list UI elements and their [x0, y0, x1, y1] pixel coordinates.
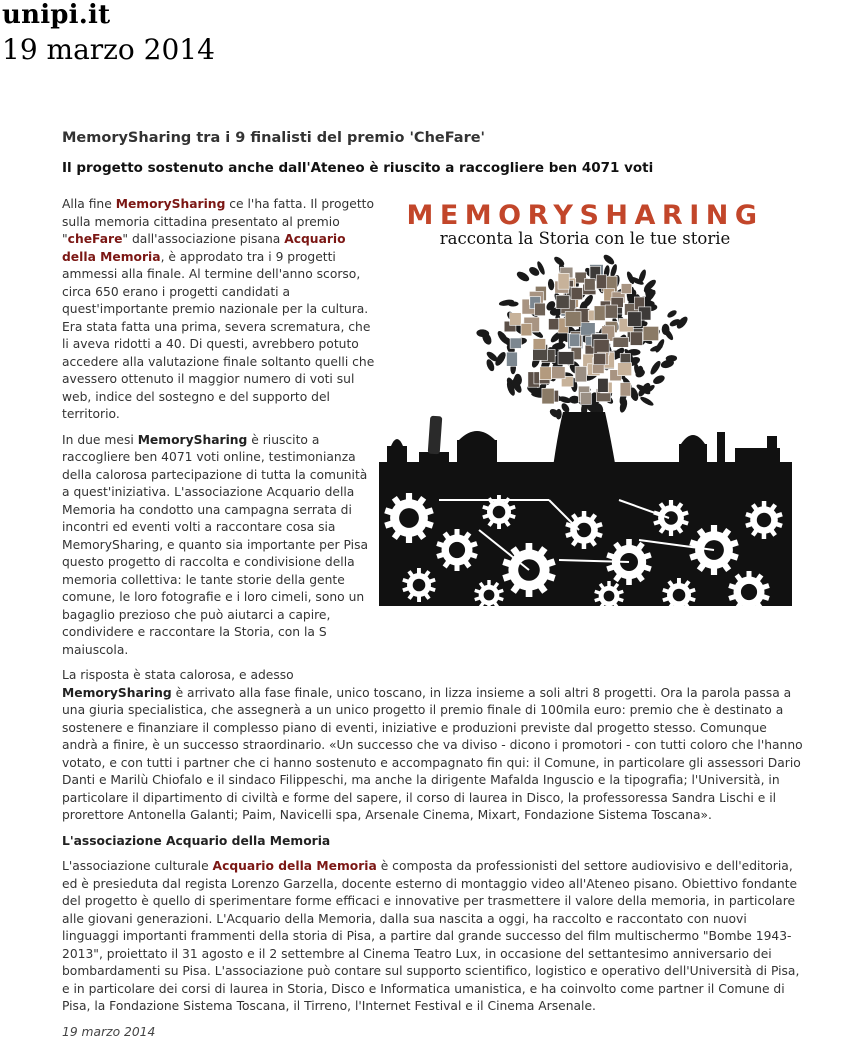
text-span: è composta da professionisti del settore audiovisivo e dell'editoria, ed è presieduta dal regista Lorenzo Garzella, docente esterno di montaggio video all'Ateneo pisano. Obiettivo fondante del progetto è quello di sperimentare forme efficaci e innovative per trasmettere il valore della memoria, in particolare alle giovani generazioni. L'Acquario della Memoria, dalla sua nascita a oggi, ha raccolto e raccontato con nuovi linguaggi importanti frammenti della storia di Pisa, a partire dal grande successo del film multischermo "Bombe 1943-2013", proiettato il 31 agosto e il 2 settembre al Cinema Teatro Lux, in occasione del settantesimo anniversario dei bombardamenti su Pisa. L'associazione può contare sul supporto scientifico, logistico e operativo dell'Università di Pisa, e in particolare dei corsi di laurea in Storia, Disco e Informatica umanistica, e ha coinvolto come partner il Comune di Pisa, la Fondazione Sistema Toscana, il Tirreno, l'Internet Festival e il Cinema Arsenale. — [62, 859, 799, 1013]
photo-tile — [556, 295, 569, 308]
photo-tile — [521, 324, 532, 336]
text-span: In due mesi — [62, 433, 138, 447]
header-date: 19 marzo 2014 — [2, 33, 215, 67]
photo-collage — [504, 265, 658, 405]
photo-tile — [605, 305, 617, 318]
photo-tile — [540, 367, 552, 380]
photo-tile — [510, 313, 522, 326]
photo-tile — [581, 323, 596, 336]
photo-tile — [510, 338, 521, 348]
photo-tile — [575, 367, 587, 382]
article-body — [62, 196, 804, 1041]
acquario-link[interactable]: Acquario della Memoria — [62, 232, 346, 264]
text-span: ce l'ha fatta. Il progetto sulla memoria cittadina presentato al premio " — [62, 197, 374, 246]
text-span: Alla fine — [62, 197, 116, 211]
text-span: La risposta è stata calorosa, e adesso — [62, 668, 294, 682]
photo-tile — [643, 326, 659, 340]
article — [62, 128, 804, 1041]
photo-tile — [535, 303, 546, 316]
photo-tile — [552, 367, 565, 379]
leaf-shape — [639, 395, 655, 407]
photo-tile — [549, 319, 559, 330]
article-title: MemorySharing tra i 9 finalisti del premio 'CheFare' — [62, 128, 804, 148]
section-acquario — [62, 833, 804, 1016]
paragraph-2 — [62, 432, 376, 660]
photo-tile — [630, 332, 642, 346]
chefare-link[interactable]: cheFare — [68, 232, 123, 246]
paragraph-4 — [62, 858, 804, 1016]
photo-tile — [598, 378, 609, 392]
paragraph-1 — [62, 196, 376, 424]
photo-tile — [581, 392, 592, 404]
article-subtitle: Il progetto sostenuto anche dall'Ateneo è riuscito a raccogliere ben 4071 voti — [62, 159, 804, 177]
memorysharing-link[interactable]: MemorySharing — [116, 197, 226, 211]
poster-brand-text: MEMORYSHARING — [406, 200, 763, 231]
memorysharing-bold: MemorySharing — [62, 686, 172, 700]
memorysharing-poster — [379, 200, 792, 606]
text-span: è arrivato alla fase finale, unico toscano, in lizza insieme a soli altri 8 progetti. Ora la parola passa a una giuria specialistica, che assegnerà a un unico progetto il premio finale di 100mila euro: premio che è destinato a sostenere e finanziare il complesso piano di eventi, iniziative e produzioni previste dal progetto stesso. Comunque andrà a finire, è un successo straordinario. «Un successo che va diviso - dicono i promotori - con tutti coloro che l'hanno votato, e con tutti i partner che ci hanno sostenuto e accompagnato fin qui: il Comune, in particolare gli assessori Dario Danti e Marilù Chiofalo e il sindaco Filippeschi, ma anche la dirigente Mafalda Inguscio e la tipografia; l'Università, in particolare il dipartimento di civiltà e forme del sapere, il corso di laurea in Disco, la professoressa Sandra Lischi e il prorettore Antonella Galanti; Paim, Navicelli spa, Arsenale Cinema, Mixart, Fondazione Sistema Toscana». — [62, 686, 803, 823]
leaf-shape — [515, 270, 531, 284]
paragraph-3 — [62, 667, 804, 825]
photo-tile — [628, 312, 642, 327]
photo-tile — [584, 279, 595, 291]
site-name: unipi.it — [2, 0, 215, 30]
leaf-shape — [666, 309, 678, 319]
leaf-shape — [652, 374, 666, 386]
photo-tile — [565, 312, 581, 327]
photo-tile — [507, 352, 518, 366]
photo-tile — [620, 383, 631, 397]
leaf-shape — [602, 253, 616, 266]
photo-tile — [571, 288, 582, 300]
section-heading: L'associazione Acquario della Memoria — [62, 833, 804, 851]
photo-tile — [558, 352, 574, 365]
poster-tagline: racconta la Storia con le tue storie — [440, 229, 731, 248]
photo-tile — [618, 363, 632, 376]
leaf-shape — [649, 359, 663, 376]
text-span: L'associazione culturale — [62, 859, 213, 873]
memorysharing-bold: MemorySharing — [138, 433, 248, 447]
photo-tile — [613, 337, 629, 347]
photo-tile — [570, 334, 580, 347]
photo-tile — [542, 388, 554, 404]
photo-tile — [594, 353, 606, 364]
text-span: , è approdato tra i 9 progetti ammessi alla finale. Al termine dell'anno scorso, circa 650 erano i progetti candidati a quest'importante premio nazionale per la cultura. Era stata fatta una prima, severa scrematura, che li aveva ridotti a 40. Di questi, avrebbero potuto accedere alla valutazione finale soltanto quelli che avessero ottenuto il maggior numero di voti sul web, indice del sostegno e del supporto del territorio. — [62, 250, 374, 422]
text-span: è riuscito a raccogliere ben 4071 voti online, testimonianza della calorosa partecipazione di tutta la comunità a quest'iniziativa. L'associazione Acquario della Memoria ha condotto una campagna serrata di incontri ed eventi volti a raccontare cosa sia MemorySharing, e quanto sia importante per Pisa questo progetto di raccolta e condivisione della memoria collettiva: le tante storie della gente comune, le loro fotografie e i loro cimeli, sono un bagaglio prezioso che può aiutarci a capire, condividere e raccontare la Storia, con la S maiuscola. — [62, 433, 368, 657]
text-span: " dall'associazione pisana — [122, 232, 284, 246]
photo-tile — [558, 273, 569, 289]
photo-tile — [594, 306, 605, 321]
leaf-shape — [547, 279, 554, 291]
poster-illustration — [379, 200, 792, 606]
acquario-link[interactable]: Acquario della Memoria — [213, 859, 377, 873]
photo-tile — [621, 284, 632, 294]
masthead — [2, 0, 215, 67]
footer-date: 19 marzo 2014 — [62, 1024, 804, 1041]
photo-tile — [533, 339, 546, 350]
photo-tile — [596, 275, 606, 289]
